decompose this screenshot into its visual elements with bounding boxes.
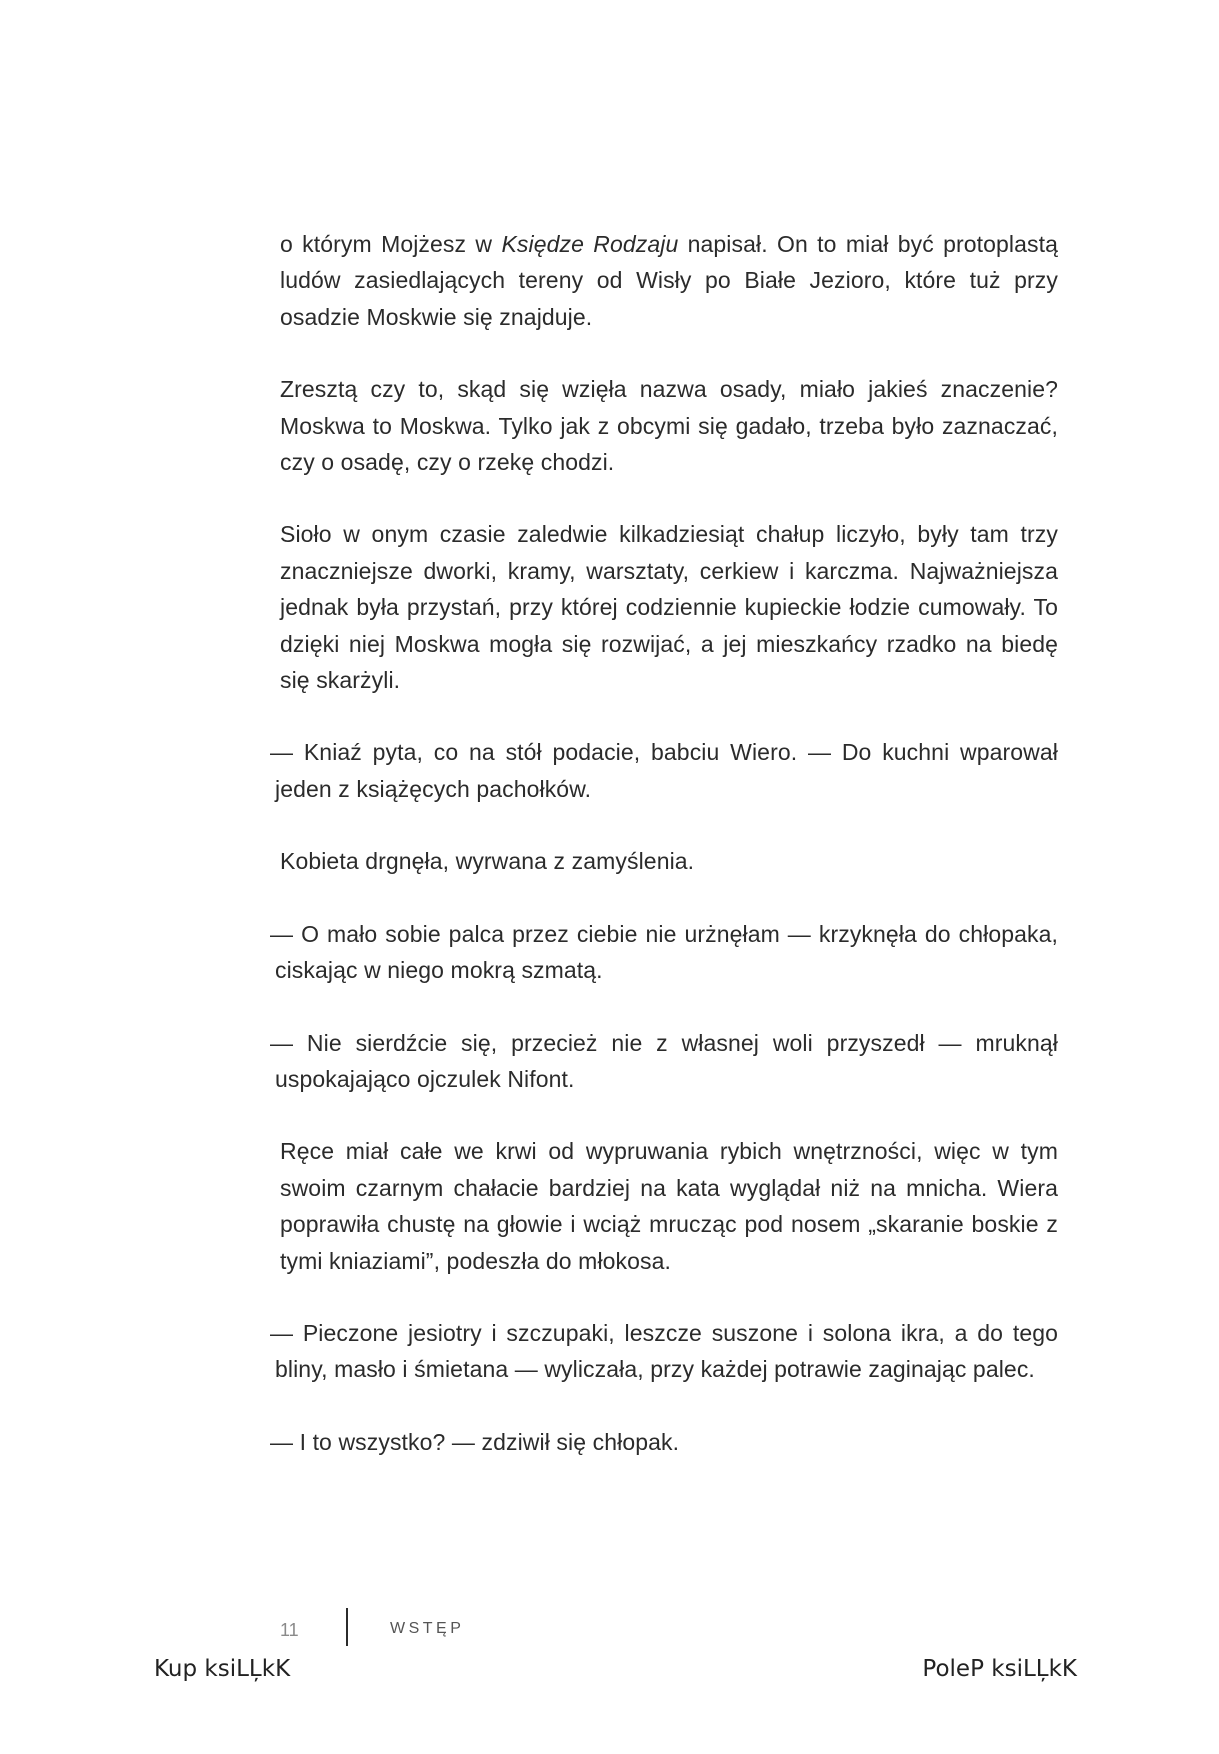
paragraph-8: Ręce miał całe we krwi od wypruwania rybich wnętrzności, więc w tym swoim czarnym chałacie bardziej na kata wyglądał niż na mnicha. Wiera poprawiła chustę na głowie i wciąż mrucząc pod nosem „skaranie boskie z tymi kniaziami”, podeszła do młokosa.: [280, 1138, 1058, 1274]
paragraph-1-end: napisał. On to miał być protoplastą ludów zasiedlających tereny od Wisły po Białe Jezioro, które tuż przy osadzie Moskwie się znajduje.: [280, 231, 1058, 330]
page-number: 11: [280, 1620, 299, 1640]
footer-divider: [346, 1608, 348, 1646]
dialogue-4: — Pieczone jesiotry i szczupaki, leszcze suszone i solona ikra, a do tego bliny, masło i śmietana — wyliczała, przy każdej potrawie zaginając palec.: [270, 1319, 1058, 1383]
paragraph-1: [280, 226, 1058, 335]
paragraph-5: Kobieta drgnęła, wyrwana z zamyślenia.: [280, 848, 695, 875]
dialogue-2: — O mało sobie palca przez ciebie nie urżnęłam — krzyknęła do chłopaka, ciskając w niego mokrą szmatą.: [270, 920, 1058, 984]
chapter-title: WSTĘP: [390, 1620, 465, 1637]
paragraph-3: Sioło w onym czasie zaledwie kilkadziesiąt chałup liczyło, były tam trzy znaczniejsze dworki, kramy, warsztaty, cerkiew i karczma. Najważniejsza jednak była przystań, przy której codziennie kupieckie łodzie cumowały. To dzięki niej Moskwa mogła się rozwijać, a jej mieszkańcy rzadko na biedę się skarżyli.: [280, 521, 1058, 694]
book-title-italic: Księdze Rodzaju: [501, 231, 679, 257]
paragraph-1-start: o którym Mojżesz w: [280, 231, 502, 257]
dialogue-5: — I to wszystko? — zdziwił się chłopak.: [270, 1428, 680, 1455]
page-footer: [280, 1608, 980, 1648]
buy-book-link[interactable]: Kup ksiLĻkK: [154, 1656, 291, 1682]
page-body: [270, 226, 1058, 1496]
recommend-book-link[interactable]: PoleP ksiLĻkK: [922, 1656, 1077, 1682]
dialogue-3: — Nie sierdźcie się, przecież nie z własnej woli przyszedł — mruknął uspokajająco ojczulek Nifont.: [270, 1029, 1058, 1092]
dialogue-1: — Kniaź pyta, co na stół podacie, babciu Wiero. — Do kuchni wparował jeden z książęcych pachołków.: [270, 739, 1058, 802]
paragraph-2: Zresztą czy to, skąd się wzięła nazwa osady, miało jakieś znaczenie? Moskwa to Moskwa. Tylko jak z obcymi się gadało, trzeba było zaznaczać, czy o osadę, czy o rzekę chodzi.: [280, 376, 1058, 476]
